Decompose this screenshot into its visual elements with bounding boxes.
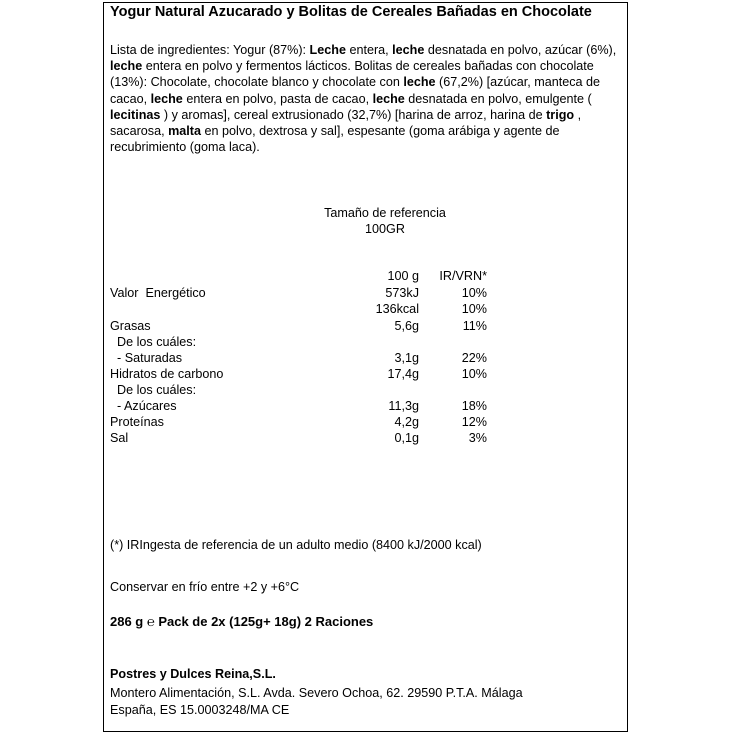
ingredient-text: en polvo, dextrosa y sal], espesante (goma arábiga y agente de recubrimiento (goma laca). xyxy=(110,124,560,155)
product-title: Yogur Natural Azucarado y Bolitas de Cereales Bañadas en Chocolate xyxy=(110,4,592,20)
nutrient-ir-percent: 12% xyxy=(461,415,487,429)
company-registration: España, ES 15.0003248/MA CE xyxy=(110,703,290,717)
pack-info xyxy=(110,614,373,629)
nutrient-value: 573kJ xyxy=(385,286,419,300)
ingredient-text: entera en polvo y fermentos lácticos. Bolitas de cereales bañadas con chocolate (13%): Chocolate, chocolate blanco y chocolate con xyxy=(110,59,594,90)
nutrient-value: 17,4g xyxy=(387,367,419,381)
company-name: Postres y Dulces Reina,S.L. xyxy=(110,667,276,681)
allergen-text: malta xyxy=(168,124,202,139)
ingredient-text: (67,2%) [azúcar, manteca de cacao, xyxy=(110,75,601,106)
ingredient-text: , sacarosa, xyxy=(110,107,582,139)
nutrient-label: - Saturadas xyxy=(110,351,183,365)
nutrient-label: Proteínas xyxy=(110,415,164,429)
ingredient-text: desnatada en polvo, emulgente ( xyxy=(404,91,592,106)
nutrient-ir-percent: 10% xyxy=(461,302,487,316)
nutrient-label: Grasas xyxy=(110,319,151,333)
storage-note: Conservar en frío entre +2 y +6°C xyxy=(110,580,300,594)
nutrient-value: 5,6g xyxy=(394,319,419,333)
allergen-text: lecitinas xyxy=(110,107,161,122)
nutrient-ir-percent: 11% xyxy=(462,319,487,333)
nutrient-value: 3,1g xyxy=(394,351,419,365)
net-weight: 286 g xyxy=(110,614,144,629)
nutrient-value: 0,1g xyxy=(394,431,419,445)
footnote: (*) IRIngesta de referencia de un adulto medio (8400 kJ/2000 kcal) xyxy=(110,538,482,552)
allergen-text: leche xyxy=(403,75,436,90)
ingredient-text: Lista de ingredientes: Yogur (87%): xyxy=(110,43,310,57)
allergen-text: trigo xyxy=(546,107,575,122)
allergen-text: Leche xyxy=(309,43,346,57)
allergen-text: leche xyxy=(110,59,143,74)
nutrient-ir-percent: 18% xyxy=(461,399,487,413)
ingredient-text: desnatada en polvo, azúcar (6%), xyxy=(424,43,617,57)
estimated-sign-icon: ℮ xyxy=(146,614,155,629)
nutrient-label: De los cuáles: xyxy=(110,383,197,397)
reference-label: Tamaño de referencia xyxy=(324,206,446,220)
ingredient-text: entera en polvo, pasta de cacao, xyxy=(182,91,373,106)
pack-description: Pack de 2x (125g+ 18g) 2 Raciones xyxy=(158,614,374,629)
nutrition-header-ir: IR/VRN* xyxy=(439,269,487,283)
nutrient-value: 11,3g xyxy=(388,399,419,413)
company-address: Montero Alimentación, S.L. Avda. Severo Ochoa, 62. 29590 P.T.A. Málaga xyxy=(110,686,523,700)
allergen-text: leche xyxy=(372,91,405,106)
nutrient-label: Valor Energético xyxy=(110,286,206,300)
nutrient-ir-percent: 10% xyxy=(461,286,487,300)
allergen-text: leche xyxy=(150,91,183,106)
nutrient-label: - Azúcares xyxy=(110,399,177,413)
nutrient-ir-percent: 10% xyxy=(461,367,487,381)
nutrient-label: De los cuáles: xyxy=(110,335,197,349)
nutrient-ir-percent: 3% xyxy=(468,431,487,445)
nutrition-header-100g: 100 g xyxy=(387,269,419,283)
nutrient-label: Hidratos de carbono xyxy=(110,367,224,381)
nutrient-label: Sal xyxy=(110,431,129,445)
nutrient-value: 136kcal xyxy=(375,302,419,316)
ingredient-text: entera, xyxy=(345,43,393,57)
allergen-text: leche xyxy=(392,43,425,57)
ingredients-list xyxy=(110,42,622,155)
ingredient-text: ) y aromas], cereal extrusionado (32,7%) [harina de arroz, harina de xyxy=(160,107,547,122)
nutrient-ir-percent: 22% xyxy=(461,351,487,365)
reference-unit: 100GR xyxy=(365,222,405,236)
nutrient-value: 4,2g xyxy=(394,415,419,429)
